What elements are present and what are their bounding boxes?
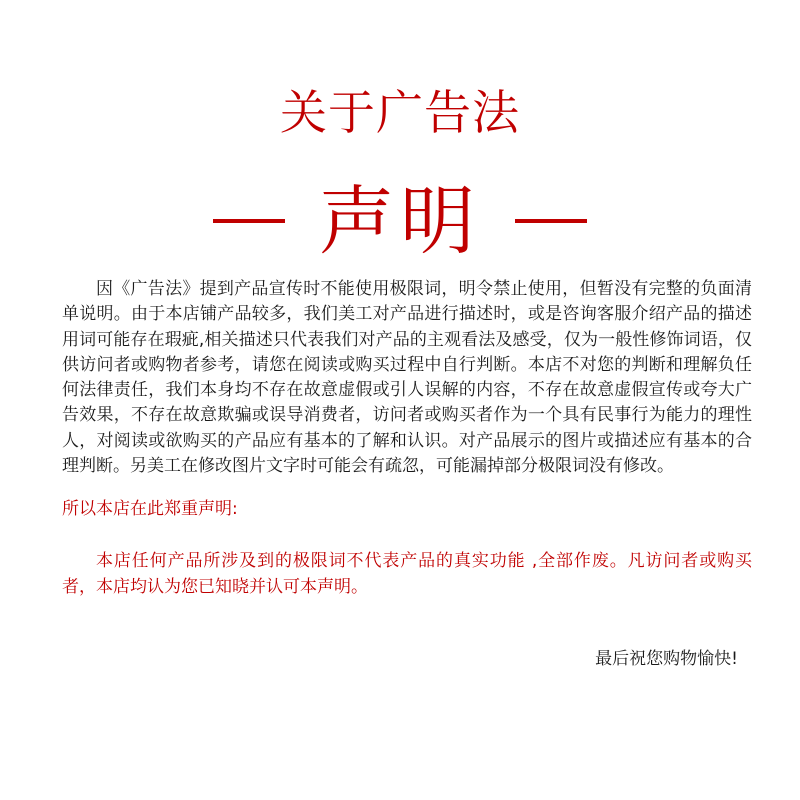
solemn-declaration-line: 所以本店在此郑重声明: [62, 499, 238, 519]
subtitle-row [0, 176, 800, 266]
notice-title: 关于广告法 [280, 86, 520, 141]
left-dash-decoration [213, 219, 285, 223]
notice-subtitle: 声明 [318, 177, 481, 265]
closing-wish: 最后祝您购物愉快! [595, 649, 738, 669]
declaration-statement: 本店任何产品所涉及到的极限词不代表产品的真实功能 ,全部作废。凡访问者或购买者，本店均认为您已知晓并认可本声明。 [62, 551, 752, 597]
disclaimer-body: 因《广告法》提到产品宣传时不能使用极限词，明令禁止使用，但暂没有完整的负面清单说明。由于本店铺产品较多，我们美工对产品进行描述时，或是咨询客服介绍产品的描述用词可能存在瑕疵,相关描述只代表我们对产品的主观看法及感受，仅为一般性修饰词语，仅供访问者或购物者参考，请您在阅读或购买过程中自行判断。本店不对您的判断和理解负任何法律责任，我们本身均不存在故意虚假或引人误解的内容，不存在故意虚假宣传或夸大广告效果，不存在故意欺骗或误导消费者，访问者或购买者作为一个具有民事行为能力的理性人，对阅读或欲购买的产品应有基本的了解和认识。对产品展示的图片或描述应有基本的合理判断。另美工在修改图片文字时可能会有疏忽，可能漏掉部分极限词没有修改。 [62, 279, 752, 477]
right-dash-decoration [515, 219, 587, 223]
